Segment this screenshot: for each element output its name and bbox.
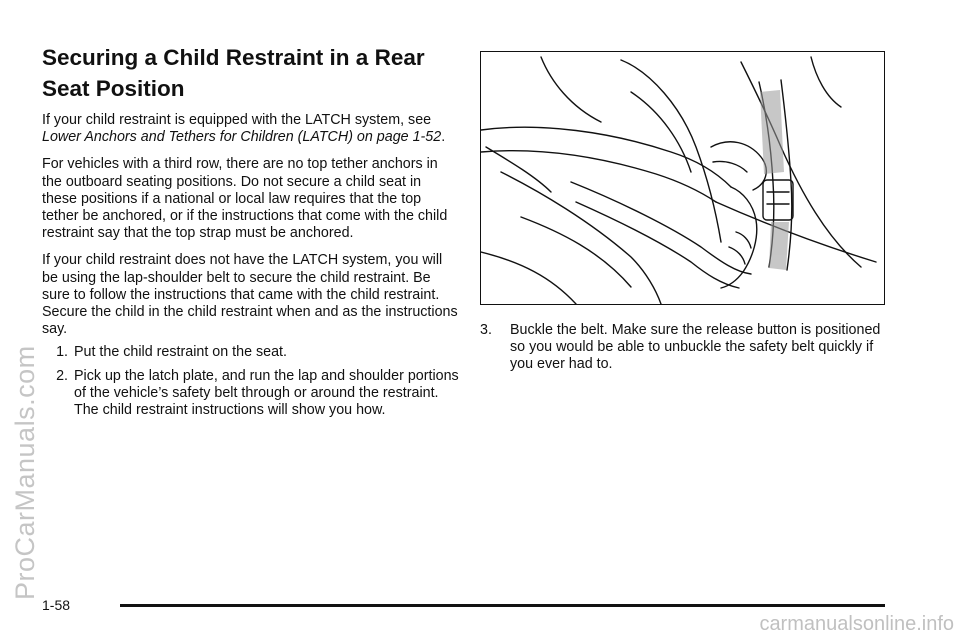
no-latch-paragraph: If your child restraint does not have the LATCH system, you will be using the lap-shoulder belt to secure the child restraint. Be sure to follow the instructions that came with the child restraint. Secure the child in the child restraint when and as the instructions say.: [42, 252, 458, 338]
third-row-paragraph: For vehicles with a third row, there are no top tether anchors in the outboard seating positions. Do not secure a child seat in these positions if a national or local law requires that the top tether be anchored, or if the instructions that come with the child restraint say that the top strap must be anchored.: [42, 156, 448, 242]
step-number: 3.: [480, 322, 492, 338]
step-text: Pick up the latch plate, and run the lap and shoulder portions of the vehicle’s safety belt through or around the restraint. The child restraint instructions will show you how.: [74, 367, 459, 419]
step-1: [42, 344, 460, 361]
intro-paragraph: [42, 112, 460, 146]
step-text: Buckle the belt. Make sure the release button is positioned so you would be able to unbuckle the safety belt quickly if you ever had to.: [510, 322, 881, 373]
step-text: Put the child restraint on the seat.: [74, 344, 287, 361]
seat-back-edge: [621, 60, 721, 242]
left-column: [42, 112, 460, 425]
upper-arm-top: [481, 127, 731, 187]
latch-reference-link[interactable]: Lower Anchors and Tethers for Children (LATCH) on page 1-52: [42, 129, 442, 146]
buckle-latch: [763, 180, 793, 220]
buckling-belt-illustration: [480, 51, 885, 305]
upper-arm-bottom: [481, 151, 716, 202]
page-number: 1-58: [42, 597, 71, 613]
right-column: [480, 322, 890, 380]
intro-text: If your child restraint is equipped with the LATCH system, see: [42, 112, 432, 128]
step-3: [480, 322, 890, 374]
footer-rule: [120, 604, 885, 607]
step-2: [42, 368, 460, 420]
bottom-watermark: carmanualsonline.info: [759, 613, 954, 635]
intro-period: .: [441, 129, 446, 146]
step-number: 1.: [56, 344, 68, 361]
illustration-drawing: [481, 52, 885, 305]
side-watermark: ProCarManuals.com: [10, 345, 40, 600]
step-number: 2.: [56, 367, 68, 384]
page-title: Securing a Child Restraint in a Rear Seat Position: [42, 45, 425, 101]
